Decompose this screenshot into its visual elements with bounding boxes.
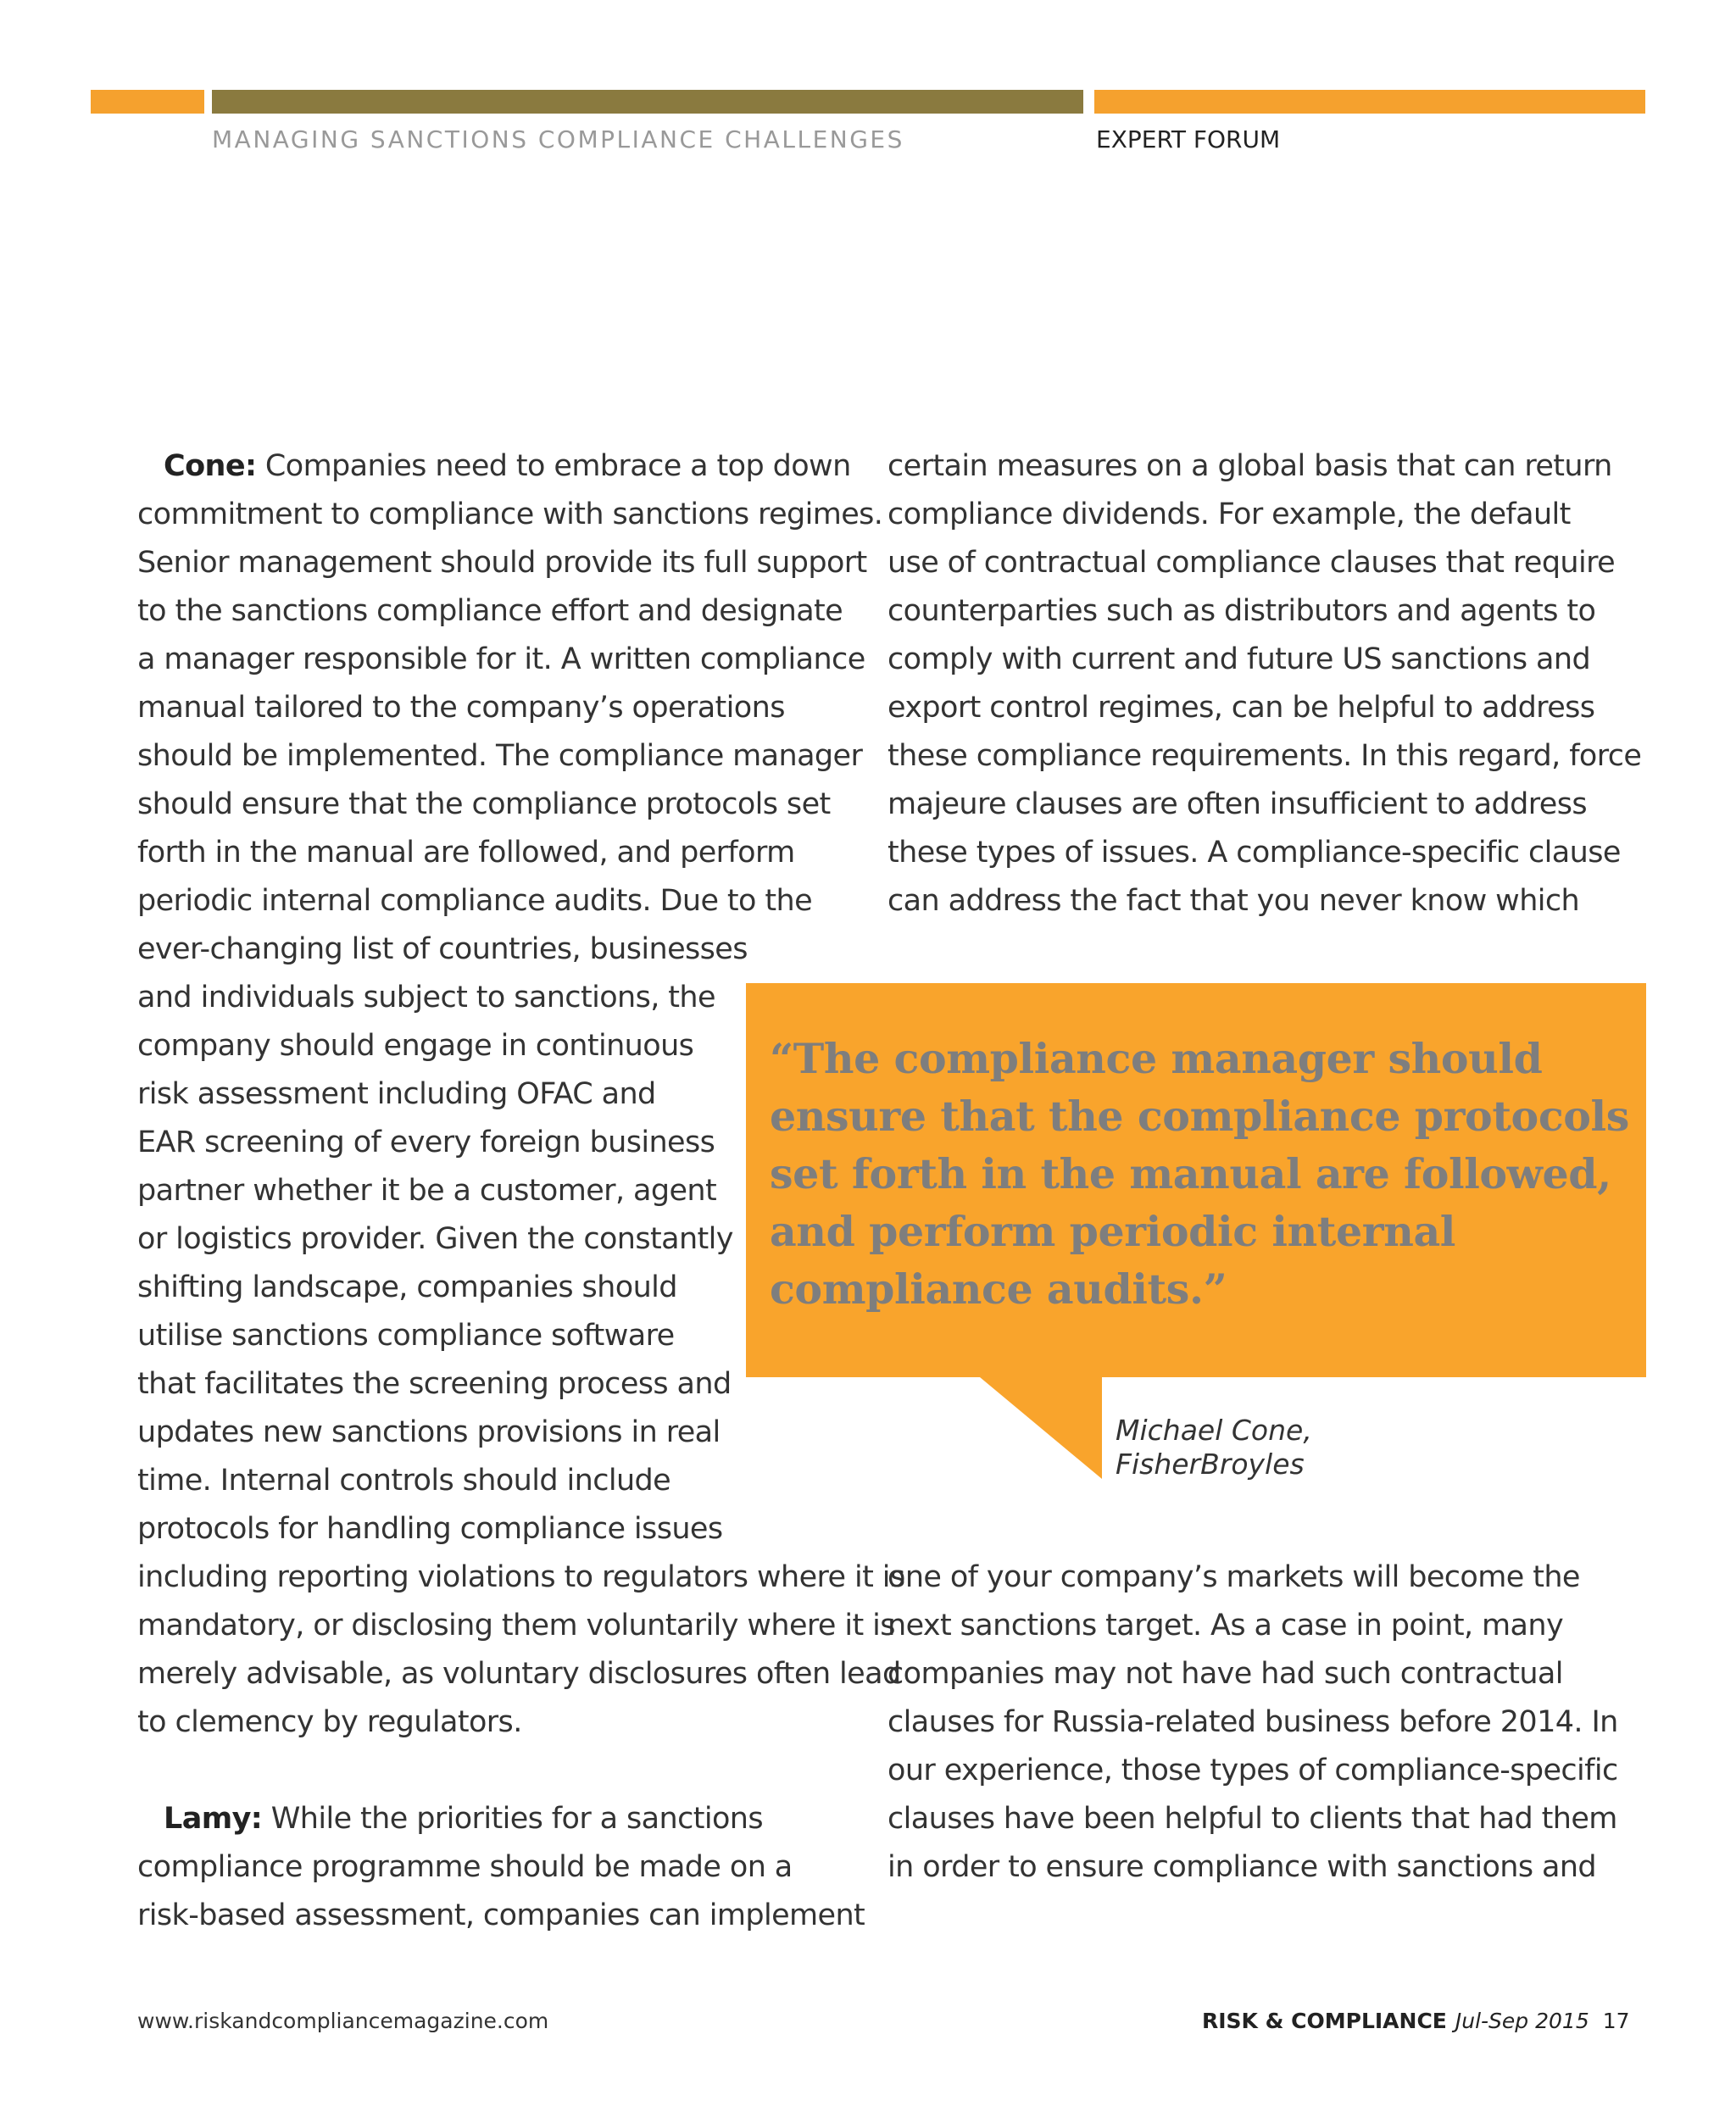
category-label: EXPERT FORUM xyxy=(1096,125,1281,153)
body-line: utilise sanctions compliance software xyxy=(137,1319,675,1353)
body-line: risk-based assessment, companies can implement xyxy=(137,1898,865,1932)
body-line: shifting landscape, companies should xyxy=(137,1270,677,1304)
body-line: or logistics provider. Given the constantly xyxy=(137,1222,733,1256)
body-line: to the sanctions compliance effort and designate xyxy=(137,594,843,628)
body-line: should ensure that the compliance protocols set xyxy=(137,787,831,821)
body-line: and individuals subject to sanctions, the xyxy=(137,981,715,1014)
body-line: should be implemented. The compliance manager xyxy=(137,739,863,773)
pull-quote-text: “The compliance manager should ensure that the compliance protocols set forth in the manual are followed, and perform periodic internal compliance audits.” xyxy=(770,1034,1629,1314)
body-line: EAR screening of every foreign business xyxy=(137,1126,715,1159)
body-line: risk assessment including OFAC and xyxy=(137,1077,656,1111)
body-line: partner whether it be a customer, agent xyxy=(137,1174,717,1208)
body-line: time. Internal controls should include xyxy=(137,1464,671,1498)
body-line: compliance dividends. For example, the default xyxy=(887,497,1571,531)
body-line: majeure clauses are often insufficient to address xyxy=(887,787,1587,821)
body-line: compliance programme should be made on a xyxy=(137,1850,793,1884)
body-line: clauses have been helpful to clients that had them xyxy=(887,1802,1617,1836)
body-line: clauses for Russia-related business before 2014. In xyxy=(887,1705,1618,1739)
body-line: these types of issues. A compliance-specific clause xyxy=(887,836,1621,870)
body-line: merely advisable, as voluntary disclosures often lead xyxy=(137,1657,901,1691)
footer-publication xyxy=(1202,2009,1630,2033)
body-line: ever-changing list of countries, businesses xyxy=(137,932,748,966)
body-line: to clemency by regulators. xyxy=(137,1705,522,1739)
body-line: a manager responsible for it. A written compliance xyxy=(137,642,865,676)
body-line: our experience, those types of compliance-specific xyxy=(887,1754,1618,1787)
body-line: these compliance requirements. In this regard, force xyxy=(887,739,1642,773)
body-line: periodic internal compliance audits. Due to the xyxy=(137,884,813,918)
footer-website: www.riskandcompliancemagazine.com xyxy=(137,2009,549,2033)
body-line: in order to ensure compliance with sanctions and xyxy=(887,1850,1597,1884)
body-line: counterparties such as distributors and agents to xyxy=(887,594,1596,628)
issue-date: Jul-Sep 2015 xyxy=(1455,2009,1589,2033)
body-line: forth in the manual are followed, and perform xyxy=(137,836,795,870)
body-line: mandatory, or disclosing them voluntarily where it is xyxy=(137,1609,895,1642)
body-line: updates new sanctions provisions in real xyxy=(137,1415,721,1449)
body-line: comply with current and future US sanctions and xyxy=(887,642,1591,676)
body-line: commitment to compliance with sanctions regimes. xyxy=(137,497,883,531)
magazine-name: RISK & COMPLIANCE xyxy=(1202,2009,1447,2033)
header-accent-middle xyxy=(212,90,1083,114)
body-line: manual tailored to the company’s operations xyxy=(137,691,785,725)
speaker-name-cone: Cone: xyxy=(164,449,257,483)
body-line: protocols for handling compliance issues xyxy=(137,1512,723,1546)
body-line: can address the fact that you never know which xyxy=(887,884,1580,918)
page-number: 17 xyxy=(1602,2009,1630,2033)
body-line: certain measures on a global basis that can return xyxy=(887,449,1612,483)
body-line: including reporting violations to regulators where it is xyxy=(137,1560,905,1594)
header-accent-left xyxy=(91,90,204,114)
body-line: Cone: Companies need to embrace a top down xyxy=(164,449,851,483)
body-line: that facilitates the screening process and xyxy=(137,1367,732,1401)
body-line: Lamy: While the priorities for a sanctions xyxy=(164,1802,763,1836)
body-line: Senior management should provide its full support xyxy=(137,546,867,580)
body-line: company should engage in continuous xyxy=(137,1029,694,1063)
quote-author: Michael Cone, xyxy=(1116,1414,1312,1447)
body-line: companies may not have had such contractual xyxy=(887,1657,1563,1691)
speaker-name-lamy: Lamy: xyxy=(164,1802,263,1836)
quote-company: FisherBroyles xyxy=(1116,1448,1305,1481)
body-line: one of your company’s markets will become the xyxy=(887,1560,1580,1594)
section-title: MANAGING SANCTIONS COMPLIANCE CHALLENGES xyxy=(212,125,904,153)
body-line: export control regimes, can be helpful to address xyxy=(887,691,1595,725)
header-accent-right xyxy=(1094,90,1645,114)
body-line: use of contractual compliance clauses that require xyxy=(887,546,1616,580)
body-line: next sanctions target. As a case in point, many xyxy=(887,1609,1564,1642)
